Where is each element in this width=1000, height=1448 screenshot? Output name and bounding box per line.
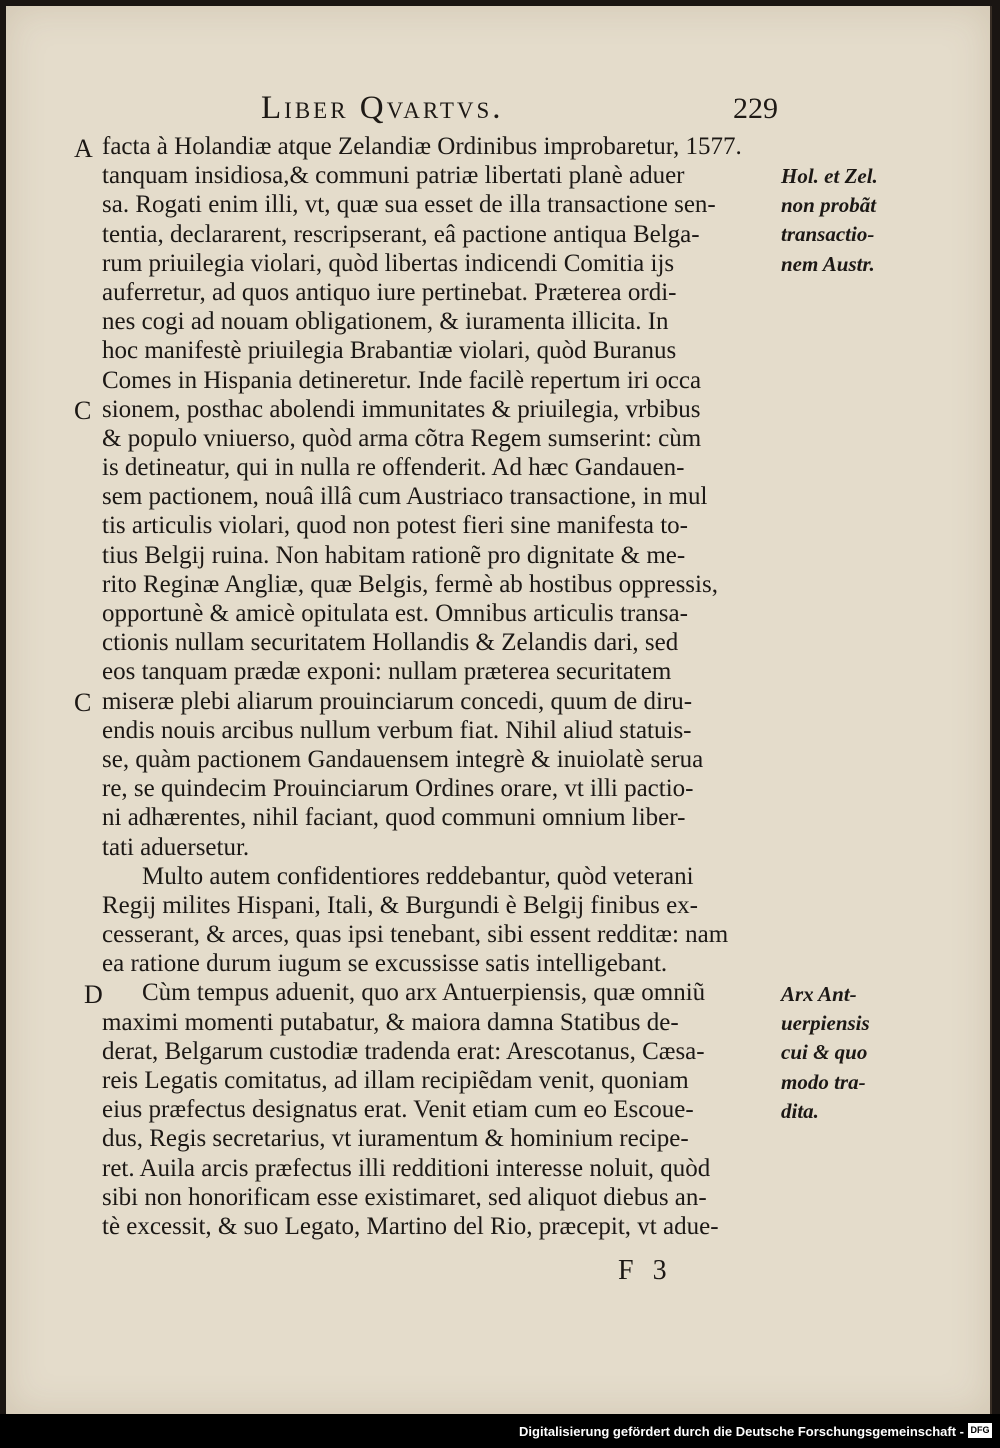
text-line: tis articulis violari, quod non potest fieri sine manifesta to- bbox=[102, 512, 688, 540]
text-line: eius præfectus designatus erat. Venit etiam cum eo Escoue- bbox=[102, 1096, 694, 1124]
signature-mark: F 3 bbox=[618, 1255, 673, 1286]
text-line: ni adhærentes, nihil faciant, quod communi omnium liber- bbox=[102, 804, 686, 832]
text-line: Comes in Hispania detineretur. Inde facilè repertum iri occa bbox=[102, 366, 702, 394]
text-line: reis Legatis comitatus, ad illam recipiẽdam venit, quoniam bbox=[102, 1067, 689, 1094]
book-page bbox=[6, 6, 992, 1414]
text-line: tentia, declararent, rescripserant, eâ pactione antiqua Belga- bbox=[102, 220, 700, 248]
text-line: tius Belgij ruina. Non habitam rationẽ pro dignitate & me- bbox=[102, 541, 686, 569]
margin-note-2 bbox=[781, 980, 870, 1126]
text-line: is detineatur, qui in nulla re offenderit. Ad hæc Gandauen- bbox=[102, 454, 685, 482]
text-line: sem pactionem, nouâ illâ cum Austriaco transactione, in mul bbox=[102, 483, 708, 511]
text-line: tati aduersetur. bbox=[102, 833, 250, 861]
text-line: ea ratione durum iugum se excussisse satis intelligebant. bbox=[102, 950, 668, 978]
margin-note-line: Hol. et Zel. bbox=[781, 164, 878, 188]
digitization-footer bbox=[0, 1414, 1000, 1448]
text-line: sa. Rogati enim illi, vt, quæ sua esset de illa transactione sen- bbox=[102, 191, 716, 219]
text-line: Cùm tempus aduenit, quo arx Antuerpiensis, quæ omniũ bbox=[142, 979, 706, 1007]
dfg-logo: DFG bbox=[968, 1423, 992, 1438]
margin-note-line: non probãt bbox=[781, 193, 877, 218]
body-text bbox=[102, 132, 792, 1241]
text-line: Multo autem confidentiores reddebantur, quòd veterani bbox=[142, 862, 694, 890]
margin-note-line: modo tra- bbox=[781, 1069, 866, 1094]
page-number: 229 bbox=[733, 92, 778, 125]
section-marker-c: C bbox=[74, 688, 92, 717]
running-head: Liber Qvartvs. bbox=[261, 90, 504, 126]
text-line: sionem, posthac abolendi immunitates & priuilegia, vrbibus bbox=[102, 395, 701, 423]
text-line: & populo vniuerso, quòd arma cõtra Regem sumserint: cùm bbox=[102, 424, 702, 452]
margin-note-line: uerpiensis bbox=[781, 1011, 870, 1036]
section-marker-b: C bbox=[74, 396, 92, 425]
margin-note-line: dita. bbox=[781, 1098, 819, 1123]
page-header bbox=[6, 90, 990, 130]
text-line: rito Reginæ Angliæ, quæ Belgis, fermè ab hostibus oppressis, bbox=[102, 570, 718, 598]
margin-note-line: Arx Ant- bbox=[781, 982, 857, 1006]
text-line: endis nouis arcibus nullum verbum fiat. Nihil aliud statuis- bbox=[102, 716, 692, 744]
text-line: Regij milites Hispani, Itali, & Burgundi è Belgij finibus ex- bbox=[102, 891, 699, 919]
margin-note-line: transactio- bbox=[781, 222, 875, 247]
text-line: rum priuilegia violari, quòd libertas indicendi Comitia ijs bbox=[102, 249, 675, 277]
section-marker-d: D bbox=[84, 980, 103, 1009]
text-line: ctionis nullam securitatem Hollandis & Zelandis dari, sed bbox=[102, 629, 679, 657]
text-line: re, se quindecim Prouinciarum Ordines orare, vt illi pactio- bbox=[102, 775, 694, 803]
text-line: eos tanquam prædæ exponi: nullam præterea securitatem bbox=[102, 658, 672, 686]
text-line: maximi momenti putabatur, & maiora damna Statibus de- bbox=[102, 1008, 679, 1036]
margin-note-line: cui & quo bbox=[781, 1040, 868, 1065]
text-line: nes cogi ad nouam obligationem, & iuramenta illicita. In bbox=[102, 308, 669, 336]
text-line: se, quàm pactionem Gandauensem integrè & inuiolatè serua bbox=[102, 745, 704, 773]
margin-note-line: nem Austr. bbox=[781, 251, 875, 276]
text-line: tanquam insidiosa,& communi patriæ libertati planè aduer bbox=[102, 162, 685, 190]
text-line: hoc manifestè priuilegia Brabantiæ violari, quòd Buranus bbox=[102, 337, 677, 365]
funding-credit: Digitalisierung gefördert durch die Deutsche Forschungsgemeinschaft - bbox=[519, 1424, 964, 1439]
margin-note-1 bbox=[781, 162, 878, 279]
text-line: auferretur, ad quos antiquo iure pertinebat. Præterea ordi- bbox=[102, 278, 677, 306]
text-line: miseræ plebi aliarum prouinciarum concedi, quum de diru- bbox=[102, 687, 693, 715]
text-line: sibi non honorificam esse existimaret, sed aliquot diebus an- bbox=[102, 1183, 707, 1211]
text-line: derat, Belgarum custodiæ tradenda erat: Arescotanus, Cæsa- bbox=[102, 1037, 705, 1065]
section-marker-a: A bbox=[74, 134, 93, 163]
text-line: opportunè & amicè opitulata est. Omnibus articulis transa- bbox=[102, 600, 688, 627]
text-line: tè excessit, & suo Legato, Martino del Rio, præcepit, vt adue- bbox=[102, 1212, 719, 1240]
text-line: ret. Auila arcis præfectus illi redditioni interesse noluit, quòd bbox=[102, 1154, 711, 1182]
text-line: cesserant, & arces, quas ipsi tenebant, sibi essent redditæ: nam bbox=[102, 921, 729, 949]
text-line: facta à Holandiæ atque Zelandiæ Ordinibus improbaretur, 1577. bbox=[102, 133, 742, 160]
text-line: dus, Regis secretarius, vt iuramentum & hominium recipe- bbox=[102, 1125, 689, 1153]
